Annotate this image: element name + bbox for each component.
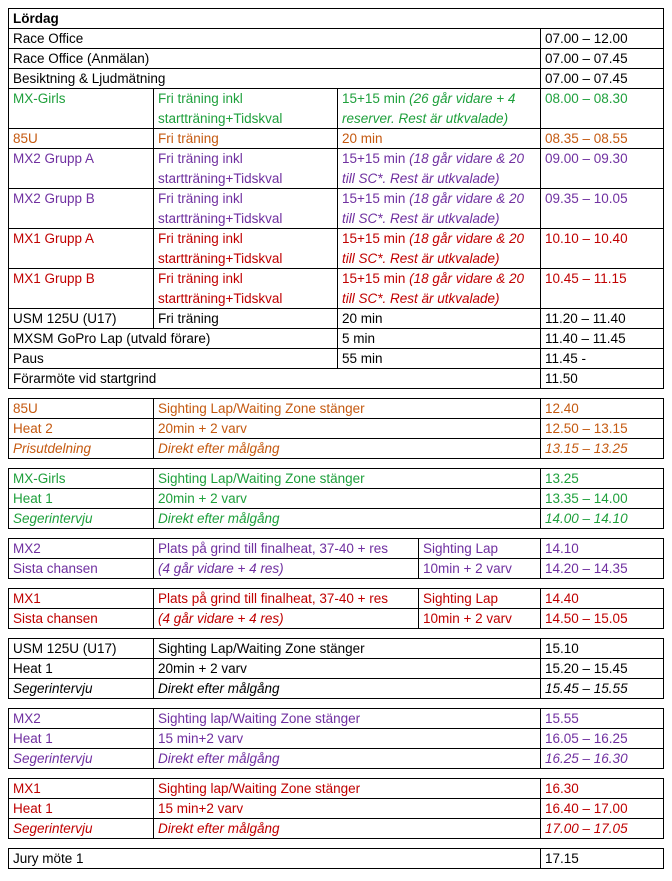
table-cell: Sighting Lap [423, 591, 499, 606]
table-cell: Sista chansen [13, 611, 98, 626]
table-rule [153, 308, 154, 329]
table-cell: Direkt efter målgång [158, 511, 280, 526]
table-rule [153, 638, 154, 659]
table-cell: 14.10 [545, 541, 579, 556]
table-rule [153, 398, 154, 419]
table-rule [418, 608, 419, 629]
table-rule [540, 658, 541, 679]
table-cell: 11.20 – 11.40 [545, 311, 626, 326]
table-rule [540, 818, 541, 839]
table-rule [337, 328, 338, 349]
table-cell [337, 89, 540, 129]
table-rule [153, 128, 154, 149]
table-rule [540, 778, 541, 799]
table-rule [337, 148, 338, 189]
table-cell: Fri träning inkl startträning+Tidskval [158, 191, 283, 226]
table-cell: MX2 Grupp A [13, 151, 95, 166]
table-rule [337, 228, 338, 269]
table-rule [540, 268, 541, 309]
table-cell: 07.00 – 07.45 [545, 71, 628, 86]
table-cell: 10min + 2 varv [423, 561, 512, 576]
table-cell: Sighting lap/Waiting Zone stänger [158, 781, 361, 796]
table-rule [418, 558, 419, 579]
table-cell: 85U [13, 401, 38, 416]
table-rule [540, 368, 541, 389]
table-cell: Heat 1 [13, 661, 53, 676]
table-rule [663, 468, 664, 529]
table-rule [8, 388, 664, 389]
table-rule [153, 798, 154, 819]
table-rule [8, 708, 9, 769]
table-cell: 10.10 – 10.40 [545, 231, 628, 246]
table-rule [663, 848, 664, 869]
table-cell: 15.45 – 15.55 [545, 681, 628, 696]
table-rule [8, 848, 9, 869]
table-rule [337, 128, 338, 149]
table-rule [153, 678, 154, 699]
table-cell: (4 går vidare + 4 res) [158, 611, 284, 626]
table-cell: 11.40 – 11.45 [545, 331, 626, 346]
table-cell: 85U [13, 131, 38, 146]
table-cell: 08.35 – 08.55 [545, 131, 628, 146]
table-cell: 16.30 [545, 781, 579, 796]
table-rule [153, 148, 154, 189]
table-cell: 11.45 - [545, 351, 587, 366]
table-cell: Heat 2 [13, 421, 53, 436]
table-rule [418, 588, 419, 609]
table-cell [337, 229, 540, 269]
table-cell: 15.10 [545, 641, 579, 656]
table-cell: 15.20 – 15.45 [545, 661, 628, 676]
table-cell: Sista chansen [13, 561, 98, 576]
table-rule [540, 468, 541, 489]
table-cell: Sighting Lap/Waiting Zone stänger [158, 641, 365, 656]
table-cell: Prisutdelning [13, 441, 92, 456]
table-cell: 14.20 – 14.35 [545, 561, 628, 576]
table-rule [153, 778, 154, 799]
table-cell: 16.05 – 16.25 [545, 731, 628, 746]
table-cell: Fri träning [158, 131, 219, 146]
table-cell: 20min + 2 varv [158, 491, 247, 506]
table-rule [540, 638, 541, 659]
table-cell: 11.50 [545, 371, 578, 386]
table-rule [337, 188, 338, 229]
table-rule [540, 748, 541, 769]
table-cell: Heat 1 [13, 491, 53, 506]
cell-text: 15+15 min [342, 191, 410, 206]
table-rule [8, 698, 664, 699]
table-cell: 10min + 2 varv [423, 611, 512, 626]
table-cell: Jury möte 1 [13, 851, 84, 866]
table-rule [153, 188, 154, 229]
table-cell: Fri träning inkl startträning+Tidskval [158, 231, 283, 266]
table-cell: 17.15 [545, 851, 579, 866]
table-cell: USM 125U (U17) [13, 641, 117, 656]
table-rule [540, 438, 541, 459]
table-rule [8, 838, 664, 839]
table-cell: Plats på grind till finalheat, 37-40 + res [158, 591, 389, 606]
cell-text: 15+15 min [342, 91, 410, 106]
table-rule [8, 538, 9, 579]
table-rule [540, 228, 541, 269]
table-cell: Fri träning inkl startträning+Tidskval [158, 151, 283, 186]
table-rule [153, 438, 154, 459]
table-cell: 15 min+2 varv [158, 801, 244, 816]
table-cell: (4 går vidare + 4 res) [158, 561, 284, 576]
table-cell: MXSM GoPro Lap (utvald förare) [13, 331, 211, 346]
table-cell: MX2 [13, 541, 41, 556]
table-rule [8, 458, 664, 459]
table-cell: MX-Girls [13, 91, 66, 106]
cell-text: 15+15 min [342, 151, 410, 166]
table-cell: MX2 [13, 711, 41, 726]
table-cell: Förarmöte vid startgrind [13, 371, 157, 386]
table-cell: 12.50 – 13.15 [545, 421, 628, 436]
table-rule [540, 508, 541, 529]
table-cell: Direkt efter målgång [158, 681, 280, 696]
table-rule [8, 778, 9, 839]
table-cell: 12.40 [545, 401, 579, 416]
table-rule [540, 588, 541, 609]
table-cell: Direkt efter målgång [158, 751, 280, 766]
table-rule [153, 708, 154, 729]
table-cell: 10.45 – 11.15 [545, 271, 627, 286]
table-rule [540, 558, 541, 579]
table-rule [337, 348, 338, 369]
table-cell: Race Office [13, 31, 84, 46]
table-cell: 55 min [342, 351, 383, 366]
cell-text: (18 går vidare & 20 till SC*. Rest är utkvalade) [342, 271, 524, 306]
table-rule [153, 538, 154, 559]
table-rule [153, 418, 154, 439]
table-rule [540, 128, 541, 149]
table-rule [8, 868, 664, 869]
table-rule [153, 608, 154, 629]
table-rule [8, 628, 664, 629]
table-cell: Segerintervju [13, 821, 93, 836]
table-rule [540, 48, 541, 69]
table-cell: USM 125U (U17) [13, 311, 117, 326]
table-cell: 13.25 [545, 471, 579, 486]
table-rule [8, 528, 664, 529]
table-rule [153, 558, 154, 579]
table-cell: Besiktning & Ljudmätning [13, 71, 166, 86]
table-cell: 09.00 – 09.30 [545, 151, 628, 166]
table-rule [540, 678, 541, 699]
table-rule [663, 398, 664, 459]
table-cell: MX1 Grupp A [13, 231, 95, 246]
schedule-table [8, 8, 664, 874]
table-rule [8, 768, 664, 769]
table-cell: 14.00 – 14.10 [545, 511, 628, 526]
table-cell: MX1 [13, 591, 41, 606]
table-cell: 07.00 – 12.00 [545, 31, 628, 46]
table-cell: 20min + 2 varv [158, 661, 247, 676]
table-cell: 07.00 – 07.45 [545, 51, 628, 66]
table-rule [663, 708, 664, 769]
table-rule [337, 308, 338, 329]
table-cell: MX1 [13, 781, 41, 796]
table-rule [663, 8, 664, 389]
table-rule [540, 708, 541, 729]
table-cell: Heat 1 [13, 731, 53, 746]
table-cell [337, 269, 540, 309]
table-rule [153, 818, 154, 839]
table-rule [8, 8, 9, 389]
table-rule [540, 88, 541, 129]
table-rule [540, 488, 541, 509]
table-cell: 15.55 [545, 711, 579, 726]
table-cell [337, 149, 540, 189]
table-rule [663, 778, 664, 839]
cell-text: 15+15 min [342, 231, 410, 246]
table-rule [540, 148, 541, 189]
cell-text: (18 går vidare & 20 till SC*. Rest är utkvalade) [342, 191, 524, 226]
table-cell: 16.40 – 17.00 [545, 801, 628, 816]
table-rule [8, 588, 9, 629]
table-rule [153, 488, 154, 509]
table-rule [540, 398, 541, 419]
table-cell: Fri träning [158, 311, 219, 326]
table-rule [153, 88, 154, 129]
table-rule [540, 418, 541, 439]
table-cell: 14.50 – 15.05 [545, 611, 628, 626]
table-cell: MX-Girls [13, 471, 66, 486]
table-rule [337, 88, 338, 129]
table-cell: 09.35 – 10.05 [545, 191, 628, 206]
table-rule [8, 638, 9, 699]
table-rule [8, 468, 9, 529]
table-rule [540, 308, 541, 329]
table-rule [540, 728, 541, 749]
table-rule [153, 268, 154, 309]
table-rule [8, 398, 9, 459]
cell-text: 15+15 min [342, 271, 410, 286]
table-cell: Sighting Lap/Waiting Zone stänger [158, 471, 365, 486]
table-rule [418, 538, 419, 559]
table-cell: Plats på grind till finalheat, 37-40 + res [158, 541, 389, 556]
table-rule [153, 468, 154, 489]
table-cell: Segerintervju [13, 751, 93, 766]
table-cell: 20 min [342, 311, 383, 326]
table-rule [540, 28, 541, 49]
cell-text: (18 går vidare & 20 till SC*. Rest är utkvalade) [342, 151, 524, 186]
table-cell: Race Office (Anmälan) [13, 51, 150, 66]
table-cell: Fri träning inkl startträning+Tidskval [158, 271, 283, 306]
table-cell: 13.35 – 14.00 [545, 491, 628, 506]
table-rule [663, 538, 664, 579]
table-rule [153, 508, 154, 529]
table-cell: Segerintervju [13, 681, 93, 696]
table-cell [337, 189, 540, 229]
table-cell: 15 min+2 varv [158, 731, 244, 746]
table-rule [153, 588, 154, 609]
table-cell: 5 min [342, 331, 376, 346]
cell-text: (26 går vidare + 4 reserver. Rest är utkvalade) [342, 91, 516, 126]
table-cell: Sighting lap/Waiting Zone stänger [158, 711, 361, 726]
table-rule [540, 68, 541, 89]
table-rule [153, 228, 154, 269]
table-cell: 16.25 – 16.30 [545, 751, 628, 766]
schedule-title: Lördag [13, 11, 59, 26]
table-cell: Sighting Lap [423, 541, 499, 556]
table-cell: Heat 1 [13, 801, 53, 816]
table-cell: MX1 Grupp B [13, 271, 95, 286]
table-cell: 08.00 – 08.30 [545, 91, 628, 106]
table-rule [540, 538, 541, 559]
table-rule [8, 578, 664, 579]
table-rule [540, 798, 541, 819]
table-cell: 13.15 – 13.25 [545, 441, 628, 456]
table-cell: Fri träning inkl startträning+Tidskval [158, 91, 283, 126]
table-cell: Paus [13, 351, 44, 366]
table-rule [153, 658, 154, 679]
table-cell: Direkt efter målgång [158, 441, 280, 456]
table-rule [540, 608, 541, 629]
table-rule [337, 268, 338, 309]
table-cell: Segerintervju [13, 511, 93, 526]
table-cell: 14.40 [545, 591, 579, 606]
table-rule [540, 348, 541, 369]
table-cell: MX2 Grupp B [13, 191, 95, 206]
table-rule [663, 638, 664, 699]
table-cell: 17.00 – 17.05 [545, 821, 628, 836]
cell-text: (18 går vidare & 20 till SC*. Rest är utkvalade) [342, 231, 524, 266]
table-cell: Sighting Lap/Waiting Zone stänger [158, 401, 365, 416]
table-rule [540, 328, 541, 349]
table-rule [153, 728, 154, 749]
table-rule [540, 188, 541, 229]
table-rule [540, 848, 541, 869]
table-cell: Direkt efter målgång [158, 821, 280, 836]
table-rule [153, 748, 154, 769]
table-cell: 20 min [342, 131, 383, 146]
table-cell: 20min + 2 varv [158, 421, 247, 436]
table-rule [663, 588, 664, 629]
